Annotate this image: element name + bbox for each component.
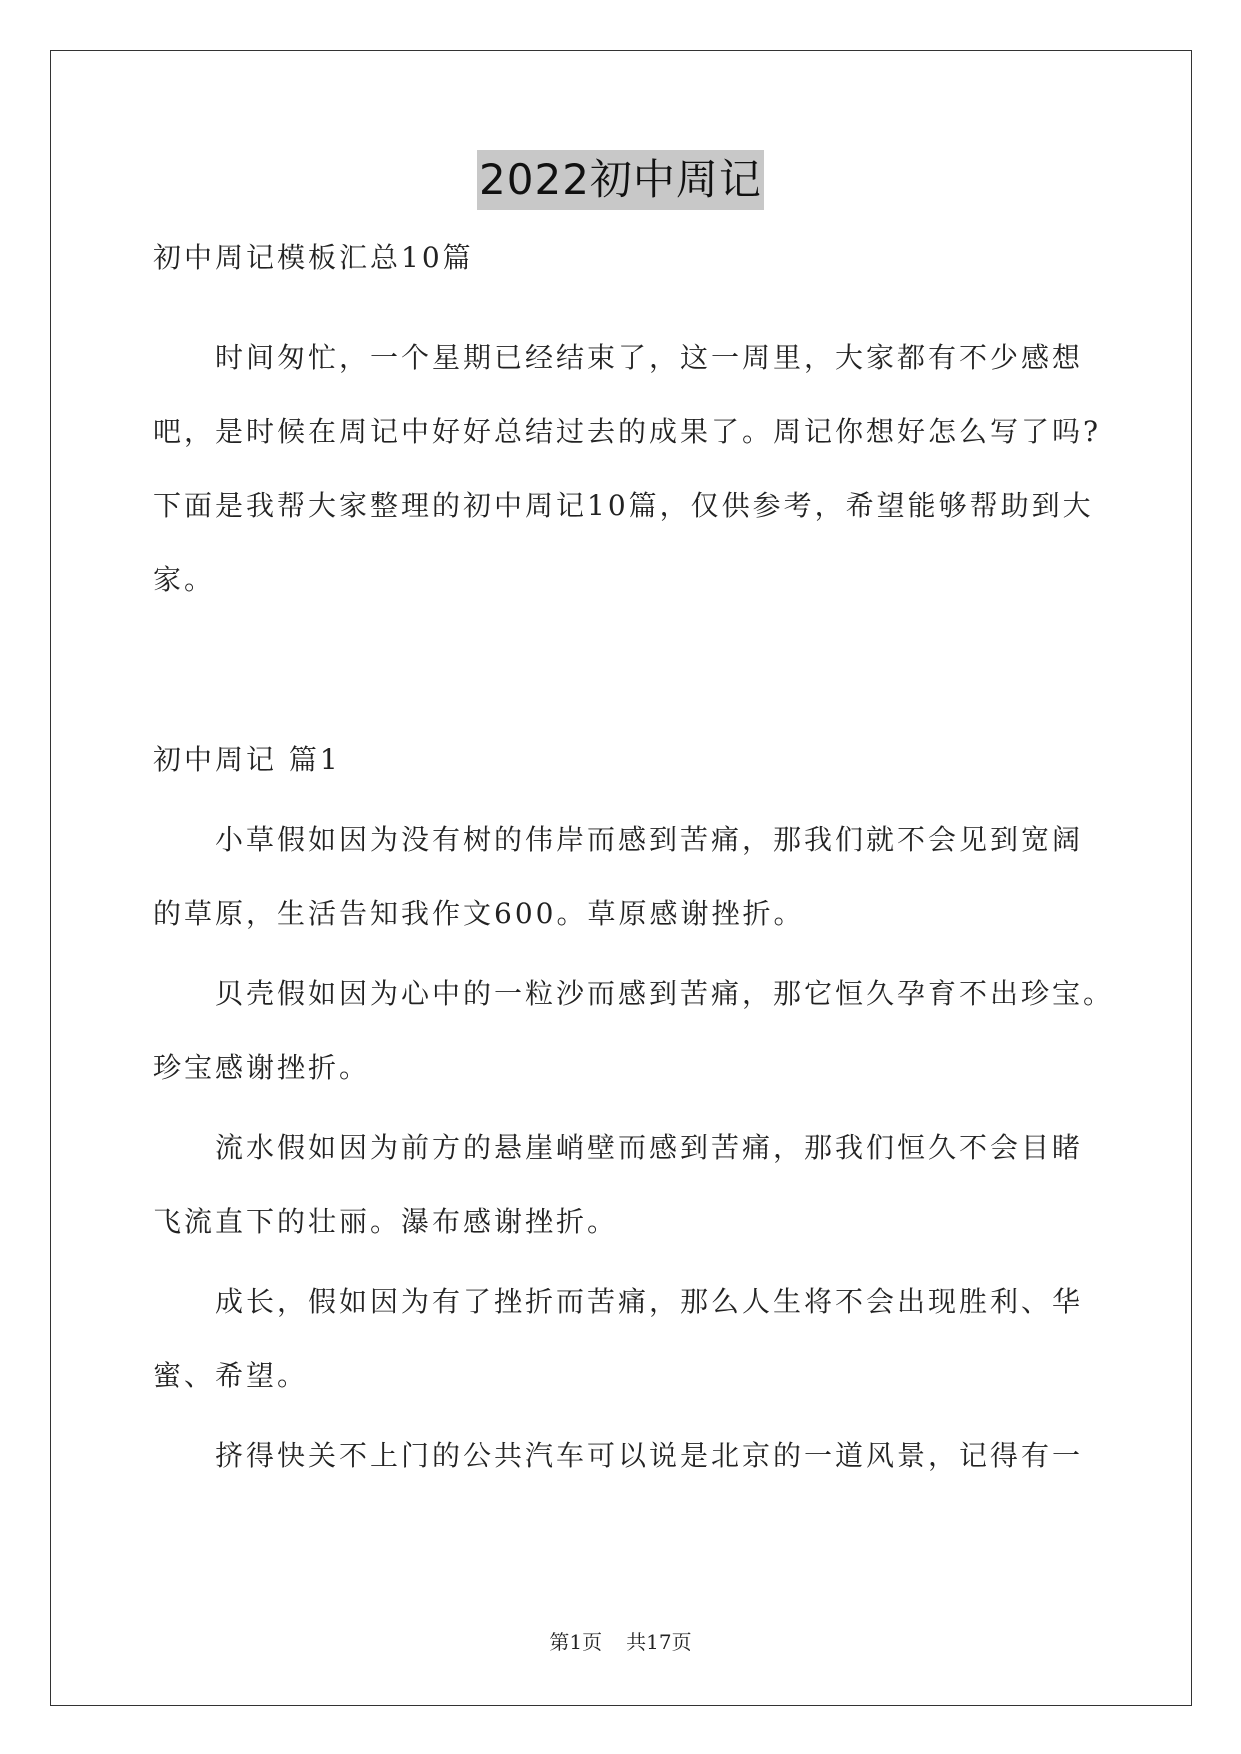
body-line: 小草假如因为没有树的伟岸而感到苦痛，那我们就不会见到宽阔 bbox=[215, 823, 1084, 856]
intro-line: 下面是我帮大家整理的初中周记10篇，仅供参考，希望能够帮助到大 bbox=[153, 489, 1094, 522]
document-subtitle: 初中周记模板汇总10篇 bbox=[153, 241, 474, 274]
total-pages: 共17页 bbox=[626, 1630, 692, 1654]
body-line: 的草原，生活告知我作文600。草原感谢挫折。 bbox=[153, 897, 805, 930]
intro-line: 时间匆忙，一个星期已经结束了，这一周里，大家都有不少感想 bbox=[215, 341, 1084, 374]
section-heading: 初中周记 篇1 bbox=[153, 743, 341, 776]
body-line: 挤得快关不上门的公共汽车可以说是北京的一道风景，记得有一 bbox=[215, 1439, 1084, 1472]
body-line: 贝壳假如因为心中的一粒沙而感到苦痛，那它恒久孕育不出珍宝。 bbox=[215, 977, 1115, 1010]
intro-line: 家。 bbox=[153, 563, 216, 596]
page-footer bbox=[0, 1628, 1241, 1656]
body-line: 珍宝感谢挫折。 bbox=[153, 1051, 371, 1084]
body-line: 成长，假如因为有了挫折而苦痛，那么人生将不会出现胜利、华 bbox=[215, 1285, 1084, 1318]
body-line: 蜜、希望。 bbox=[153, 1359, 309, 1392]
document-title: 2022初中周记 bbox=[477, 150, 764, 210]
intro-line: 吧，是时候在周记中好好总结过去的成果了。周记你想好怎么写了吗? bbox=[153, 415, 1102, 448]
title-container bbox=[0, 150, 1241, 210]
body-line: 流水假如因为前方的悬崖峭壁而感到苦痛，那我们恒久不会目睹 bbox=[215, 1131, 1084, 1164]
page-number: 第1页 bbox=[549, 1630, 603, 1654]
body-line: 飞流直下的壮丽。瀑布感谢挫折。 bbox=[153, 1205, 619, 1238]
